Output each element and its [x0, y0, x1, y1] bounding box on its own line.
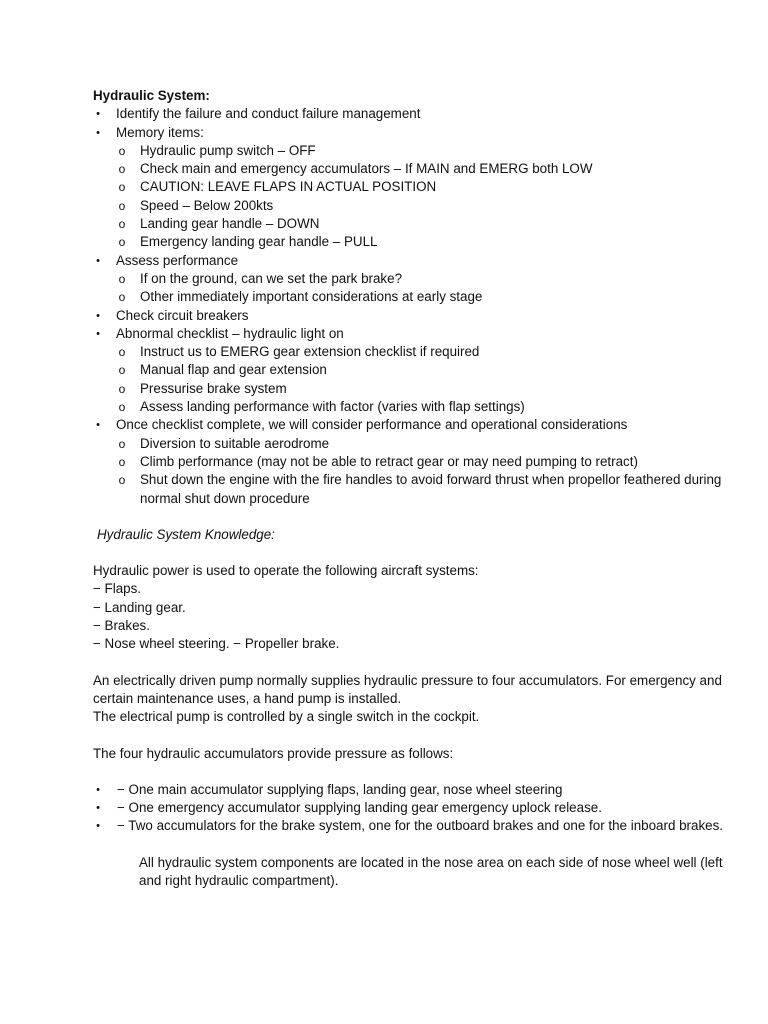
circle-bullet-icon: o	[118, 345, 126, 360]
procedure-item-text: Abnormal checklist – hydraulic light on	[116, 325, 344, 341]
circle-bullet-icon: o	[118, 235, 126, 250]
procedure-subitem	[93, 471, 733, 508]
procedure-subitem	[93, 361, 733, 379]
circle-bullet-icon: o	[118, 436, 126, 451]
section-title-hydraulic-system: Hydraulic System:	[93, 88, 210, 103]
procedure-sublist	[93, 435, 733, 508]
procedure-subitem	[93, 453, 733, 471]
pump-paragraph: An electrically driven pump normally supplies hydraulic pressure to four accumulators. For emergency and certain maintenance uses, a hand pump is installed.	[93, 672, 722, 706]
components-location-paragraph: All hydraulic system components are located in the nose area on each side of nose wheel well (left and right hydraulic compartment).	[139, 854, 723, 888]
hydraulic-procedure-list	[93, 105, 733, 508]
procedure-subitem-text: CAUTION: LEAVE FLAPS IN ACTUAL POSITION	[140, 179, 437, 195]
procedure-subitem	[93, 197, 733, 215]
procedure-item	[93, 307, 733, 325]
procedure-subitem	[93, 435, 733, 453]
circle-bullet-icon: o	[118, 290, 126, 305]
document-page	[93, 87, 733, 890]
procedure-subitem-text: Climb performance (may not be able to retract gear or may need pumping to retract)	[140, 453, 638, 469]
procedure-subitem	[93, 288, 733, 306]
procedure-subitem-text: Instruct us to EMERG gear extension checklist if required	[140, 344, 480, 360]
circle-bullet-icon: o	[118, 271, 126, 286]
procedure-subitem	[93, 233, 733, 251]
procedure-item-text: Identify the failure and conduct failure management	[116, 106, 421, 122]
accumulator-item	[93, 799, 733, 817]
circle-bullet-icon: o	[118, 363, 126, 378]
bullet-icon: •	[96, 309, 100, 322]
procedure-item-text: Assess performance	[116, 252, 239, 268]
accumulator-item-text: − Two accumulators for the brake system, one for the outboard brakes and one for the inboard brakes.	[117, 818, 724, 834]
system-item: − Brakes.	[93, 618, 150, 634]
procedure-item	[93, 252, 733, 270]
procedure-item	[93, 416, 733, 434]
bullet-icon: •	[96, 327, 100, 340]
circle-bullet-icon: o	[118, 180, 126, 195]
bullet-icon: •	[96, 126, 100, 139]
procedure-sublist	[93, 343, 733, 416]
procedure-subitem	[93, 215, 733, 233]
procedure-subitem-text: Pressurise brake system	[140, 380, 287, 396]
procedure-subitem	[93, 270, 733, 288]
procedure-subitem-text: Landing gear handle – DOWN	[140, 216, 320, 232]
procedure-subitem-text: Assess landing performance with factor (varies with flap settings)	[140, 399, 525, 415]
systems-intro: Hydraulic power is used to operate the following aircraft systems:	[93, 563, 479, 579]
switch-paragraph: The electrical pump is controlled by a single switch in the cockpit.	[93, 709, 480, 725]
procedure-subitem	[93, 380, 733, 398]
procedure-subitem	[93, 178, 733, 196]
procedure-subitem-text: Diversion to suitable aerodrome	[140, 435, 330, 451]
procedure-item	[93, 325, 733, 343]
procedure-item	[93, 124, 733, 142]
procedure-subitem-text: Other immediately important considerations at early stage	[140, 289, 483, 305]
accumulator-item	[93, 781, 733, 799]
bullet-icon: •	[96, 108, 100, 121]
bullet-icon: •	[96, 802, 100, 815]
circle-bullet-icon: o	[118, 400, 126, 415]
accumulator-item-text: − One emergency accumulator supplying landing gear emergency uplock release.	[117, 800, 602, 816]
system-item: − Landing gear.	[93, 599, 186, 615]
system-item: − Nose wheel steering. − Propeller brake.	[93, 636, 340, 652]
procedure-item-text: Memory items:	[116, 124, 204, 140]
procedure-sublist	[93, 142, 733, 252]
procedure-subitem-text: Check main and emergency accumulators – If MAIN and EMERG both LOW	[140, 161, 593, 177]
accumulator-item-text: − One main accumulator supplying flaps, landing gear, nose wheel steering	[117, 781, 563, 797]
bullet-icon: •	[96, 820, 100, 833]
systems-list	[93, 580, 733, 653]
circle-bullet-icon: o	[118, 473, 126, 488]
accumulators-intro: The four hydraulic accumulators provide pressure as follows:	[93, 745, 454, 761]
procedure-item-text: Once checklist complete, we will consider performance and operational considerations	[116, 417, 628, 433]
procedure-item	[93, 105, 733, 123]
circle-bullet-icon: o	[118, 162, 126, 177]
circle-bullet-icon: o	[118, 381, 126, 396]
procedure-subitem	[93, 142, 733, 160]
procedure-subitem-text: If on the ground, can we set the park brake?	[140, 270, 403, 286]
procedure-sublist	[93, 270, 733, 307]
procedure-subitem	[93, 398, 733, 416]
bullet-icon: •	[96, 783, 100, 796]
section-title-hydraulic-knowledge: Hydraulic System Knowledge:	[97, 526, 275, 542]
accumulators-list	[93, 781, 733, 836]
procedure-item-text: Check circuit breakers	[116, 307, 249, 323]
procedure-subitem	[93, 160, 733, 178]
circle-bullet-icon: o	[118, 454, 126, 469]
circle-bullet-icon: o	[118, 143, 126, 158]
accumulator-item	[93, 817, 733, 835]
procedure-subitem-text: Shut down the engine with the fire handles to avoid forward thrust when propellor feathered during normal shut down procedure	[140, 472, 722, 506]
system-item: − Flaps.	[93, 581, 142, 597]
procedure-subitem-text: Speed – Below 200kts	[140, 197, 274, 213]
procedure-subitem	[93, 343, 733, 361]
procedure-subitem-text: Hydraulic pump switch – OFF	[140, 142, 316, 158]
bullet-icon: •	[96, 419, 100, 432]
procedure-subitem-text: Manual flap and gear extension	[140, 362, 327, 378]
circle-bullet-icon: o	[118, 217, 126, 232]
bullet-icon: •	[96, 254, 100, 267]
procedure-subitem-text: Emergency landing gear handle – PULL	[140, 234, 378, 250]
circle-bullet-icon: o	[118, 198, 126, 213]
